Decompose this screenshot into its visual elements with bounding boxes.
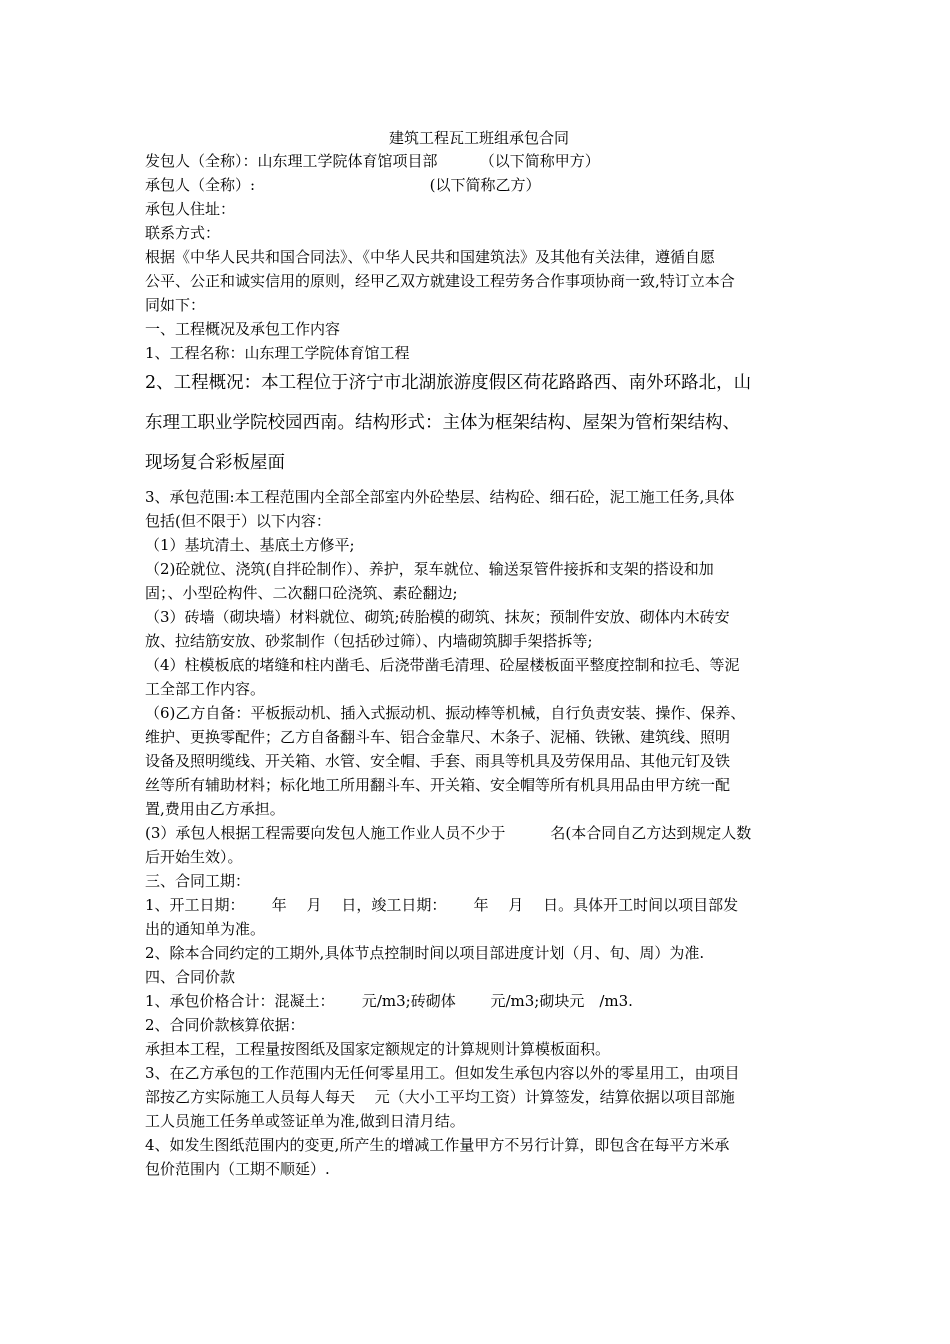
text-line: 2、除本合同约定的工期外,具体节点控制时间以项目部进度计划（月、旬、周）为准. <box>145 944 705 962</box>
text-line: 承包人住址： <box>145 200 236 218</box>
project-overview-line: 东理工职业学院校园西南。结构形式：主体为框架结构、屋架为管桁架结构、 <box>145 413 740 433</box>
section-heading: 四、合同价款 <box>145 968 236 986</box>
text-line: 同如下： <box>145 296 206 314</box>
text-line: 固；、小型砼构件、二次翻口砼浇筑、素砼翻边; <box>145 584 458 602</box>
text-line: 1、开工日期： 年 月 日，竣工日期： 年 月 日。具体开工时间以项目部发 <box>145 896 739 914</box>
text-line: （2)砼就位、浇筑(自拌砼制作）、养护，泵车就位、输送泵管件接拆和支架的搭设和加 <box>145 560 714 578</box>
section-heading: 一、工程概况及承包工作内容 <box>145 320 341 338</box>
text-line: 承担本工程，工程量按图纸及国家定额规定的计算规则计算模板面积。 <box>145 1040 611 1058</box>
document-title: 建筑工程瓦工班组承包合同 <box>388 129 569 147</box>
text-line: 出的通知单为准。 <box>145 920 266 938</box>
text-line: 丝等所有辅助材料；标化地工所用翻斗车、开关箱、安全帽等所有机具用品由甲方统一配 <box>145 776 731 794</box>
text-line: 部按乙方实际施工人员每人每天 元（大小工平均工资）计算签发，结算依据以项目部施 <box>145 1088 735 1106</box>
document-body <box>145 127 813 1181</box>
project-overview-line: 现场复合彩板屋面 <box>145 453 285 473</box>
text-line: 4、如发生图纸范围内的变更,所产生的增减工作量甲方不另行计算，即包含在每平方米承 <box>145 1136 730 1154</box>
text-line: （1）基坑清土、基底土方修平; <box>145 536 355 554</box>
text-line: 维护、更换零配件；乙方自备翻斗车、铝合金靠尺、木条子、泥桶、铁锹、建筑线、照明 <box>145 728 731 746</box>
text-line: 置,费用由乙方承担。 <box>145 800 285 818</box>
text-line: 后开始生效）。 <box>145 848 243 866</box>
text-line: 1、承包价格合计：混凝土： 元/m3;砖砌体 元/m3;砌块元 /m3. <box>145 992 633 1010</box>
text-line: （3）砖墙（砌块墙）材料就位、砌筑;砖胎模的砌筑、抹灰；预制件安放、砌体内木砖安 <box>145 608 730 626</box>
text-line: 根据《中华人民共和国合同法》、《中华人民共和国建筑法》及其他有关法律，遵循自愿 <box>145 248 716 266</box>
text-line: 1、工程名称：山东理工学院体育馆工程 <box>145 344 410 362</box>
section-heading: 三、合同工期： <box>145 872 251 890</box>
text-line: 设备及照明缆线、开关箱、水管、安全帽、手套、雨具等机具及劳保用品、其他元钉及铁 <box>145 752 731 770</box>
text-line: 公平、公正和诚实信用的原则，经甲乙双方就建设工程劳务合作事项协商一致,特订立本合 <box>145 272 735 290</box>
text-line: 联系方式： <box>145 224 221 242</box>
text-line: 包价范围内（工期不顺延）. <box>145 1160 330 1178</box>
text-line: 工全部工作内容。 <box>145 680 266 698</box>
text-line: (3）承包人根据工程需要向发包人施工作业人员不少于 名(本合同自乙方达到规定人数 <box>145 824 752 842</box>
text-line: 3、承包范围:本工程范围内全部全部室内外砼垫层、结构砼、细石砼，泥工施工任务,具体 <box>145 488 735 506</box>
text-line: （6)乙方自备：平板振动机、插入式振动机、振动棒等机械，自行负责安装、操作、保养、 <box>145 704 746 722</box>
text-line: 3、在乙方承包的工作范围内无任何零星用工。但如发生承包内容以外的零星用工，由项目 <box>145 1064 740 1082</box>
text-line: 包括(但不限于）以下内容： <box>145 512 331 530</box>
text-line: 放、拉结筋安放、砂浆制作（包括砂过筛）、内墙砌筑脚手架搭拆等; <box>145 632 593 650</box>
text-line: （4）柱模板底的堵缝和柱内凿毛、后浇带凿毛清理、砼屋楼板面平整度控制和拉毛、等泥 <box>145 656 740 674</box>
text-line: 承包人（全称）: (以下简称乙方） <box>145 176 541 194</box>
text-line: 2、合同价款核算依据： <box>145 1016 305 1034</box>
project-overview-line: 2、工程概况：本工程位于济宁市北湖旅游度假区荷花路路西、南外环路北，山 <box>145 373 752 393</box>
text-line: 发包人（全称）：山东理工学院体育馆项目部 （以下简称甲方） <box>145 152 600 170</box>
text-line: 工人员施工任务单或签证单为准,做到日清月结。 <box>145 1112 465 1130</box>
